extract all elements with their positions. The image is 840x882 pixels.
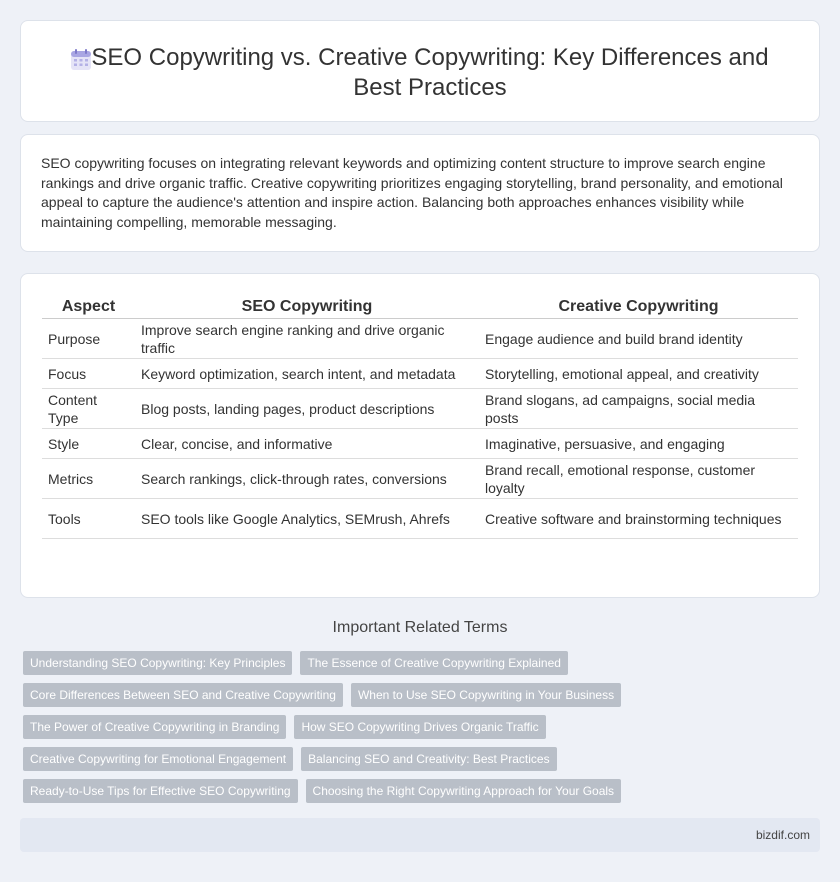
- intro-text: SEO copywriting focuses on integrating relevant keywords and optimizing content structure to improve search engine rankings and drive organic traffic. Creative copywriting prioritizes engaging storytelling, brand personality, and emotional appeal to capture the audience's attention and inspire action. Balancing both approaches enhances visibility while maintaining compelling, memorable messaging.: [41, 155, 783, 230]
- table-cell: SEO tools like Google Analytics, SEMrush, Ahrefs: [135, 499, 479, 539]
- table-header-seo: SEO Copywriting: [135, 294, 479, 319]
- related-terms-title: Important Related Terms: [332, 619, 508, 636]
- table-cell: Metrics: [42, 459, 135, 499]
- table-cell: Content Type: [42, 389, 135, 429]
- intro-card: [20, 134, 820, 252]
- comparison-table: [42, 294, 798, 539]
- table-cell: Imaginative, persuasive, and engaging: [479, 429, 798, 459]
- header-card: [20, 20, 820, 122]
- table-row: [42, 459, 798, 499]
- related-term-link[interactable]: Understanding SEO Copywriting: Key Principles: [23, 651, 292, 675]
- related-term-link[interactable]: Ready-to-Use Tips for Effective SEO Copywriting: [23, 779, 298, 803]
- table-cell: Storytelling, emotional appeal, and creativity: [479, 359, 798, 389]
- footer: [20, 818, 820, 852]
- table-cell: Clear, concise, and informative: [135, 429, 479, 459]
- table-cell: Style: [42, 429, 135, 459]
- table-cell: Brand slogans, ad campaigns, social media posts: [479, 389, 798, 429]
- page-title: SEO Copywriting vs. Creative Copywriting: Key Differences and Best Practices: [91, 44, 769, 101]
- related-term-link[interactable]: How SEO Copywriting Drives Organic Traffic: [294, 715, 545, 739]
- table-cell: Focus: [42, 359, 135, 389]
- table-cell: Keyword optimization, search intent, and metadata: [135, 359, 479, 389]
- table-cell: Creative software and brainstorming techniques: [479, 499, 798, 539]
- table-cell: Search rankings, click-through rates, conversions: [135, 459, 479, 499]
- table-header-creative: Creative Copywriting: [479, 294, 798, 319]
- related-term-link[interactable]: Creative Copywriting for Emotional Engagement: [23, 747, 293, 771]
- related-term-link[interactable]: The Essence of Creative Copywriting Explained: [300, 651, 567, 675]
- table-cell: Improve search engine ranking and drive organic traffic: [135, 319, 479, 359]
- related-term-link[interactable]: Choosing the Right Copywriting Approach for Your Goals: [306, 779, 622, 803]
- table-row: [42, 429, 798, 459]
- comparison-card: [20, 273, 820, 598]
- table-row: [42, 319, 798, 359]
- table-cell: Brand recall, emotional response, customer loyalty: [479, 459, 798, 499]
- related-terms-list: [23, 651, 823, 803]
- table-row: [42, 389, 798, 429]
- table-cell: Tools: [42, 499, 135, 539]
- related-term-link[interactable]: Core Differences Between SEO and Creative Copywriting: [23, 683, 343, 707]
- table-header-aspect: Aspect: [42, 294, 135, 319]
- related-term-link[interactable]: The Power of Creative Copywriting in Branding: [23, 715, 286, 739]
- table-row: [42, 359, 798, 389]
- site-name[interactable]: bizdif.com: [755, 828, 810, 842]
- table-cell: Purpose: [42, 319, 135, 359]
- table-cell: Blog posts, landing pages, product descriptions: [135, 389, 479, 429]
- table-cell: Engage audience and build brand identity: [479, 319, 798, 359]
- table-row: [42, 499, 798, 539]
- related-term-link[interactable]: Balancing SEO and Creativity: Best Practices: [301, 747, 556, 771]
- related-term-link[interactable]: When to Use SEO Copywriting in Your Business: [351, 683, 621, 707]
